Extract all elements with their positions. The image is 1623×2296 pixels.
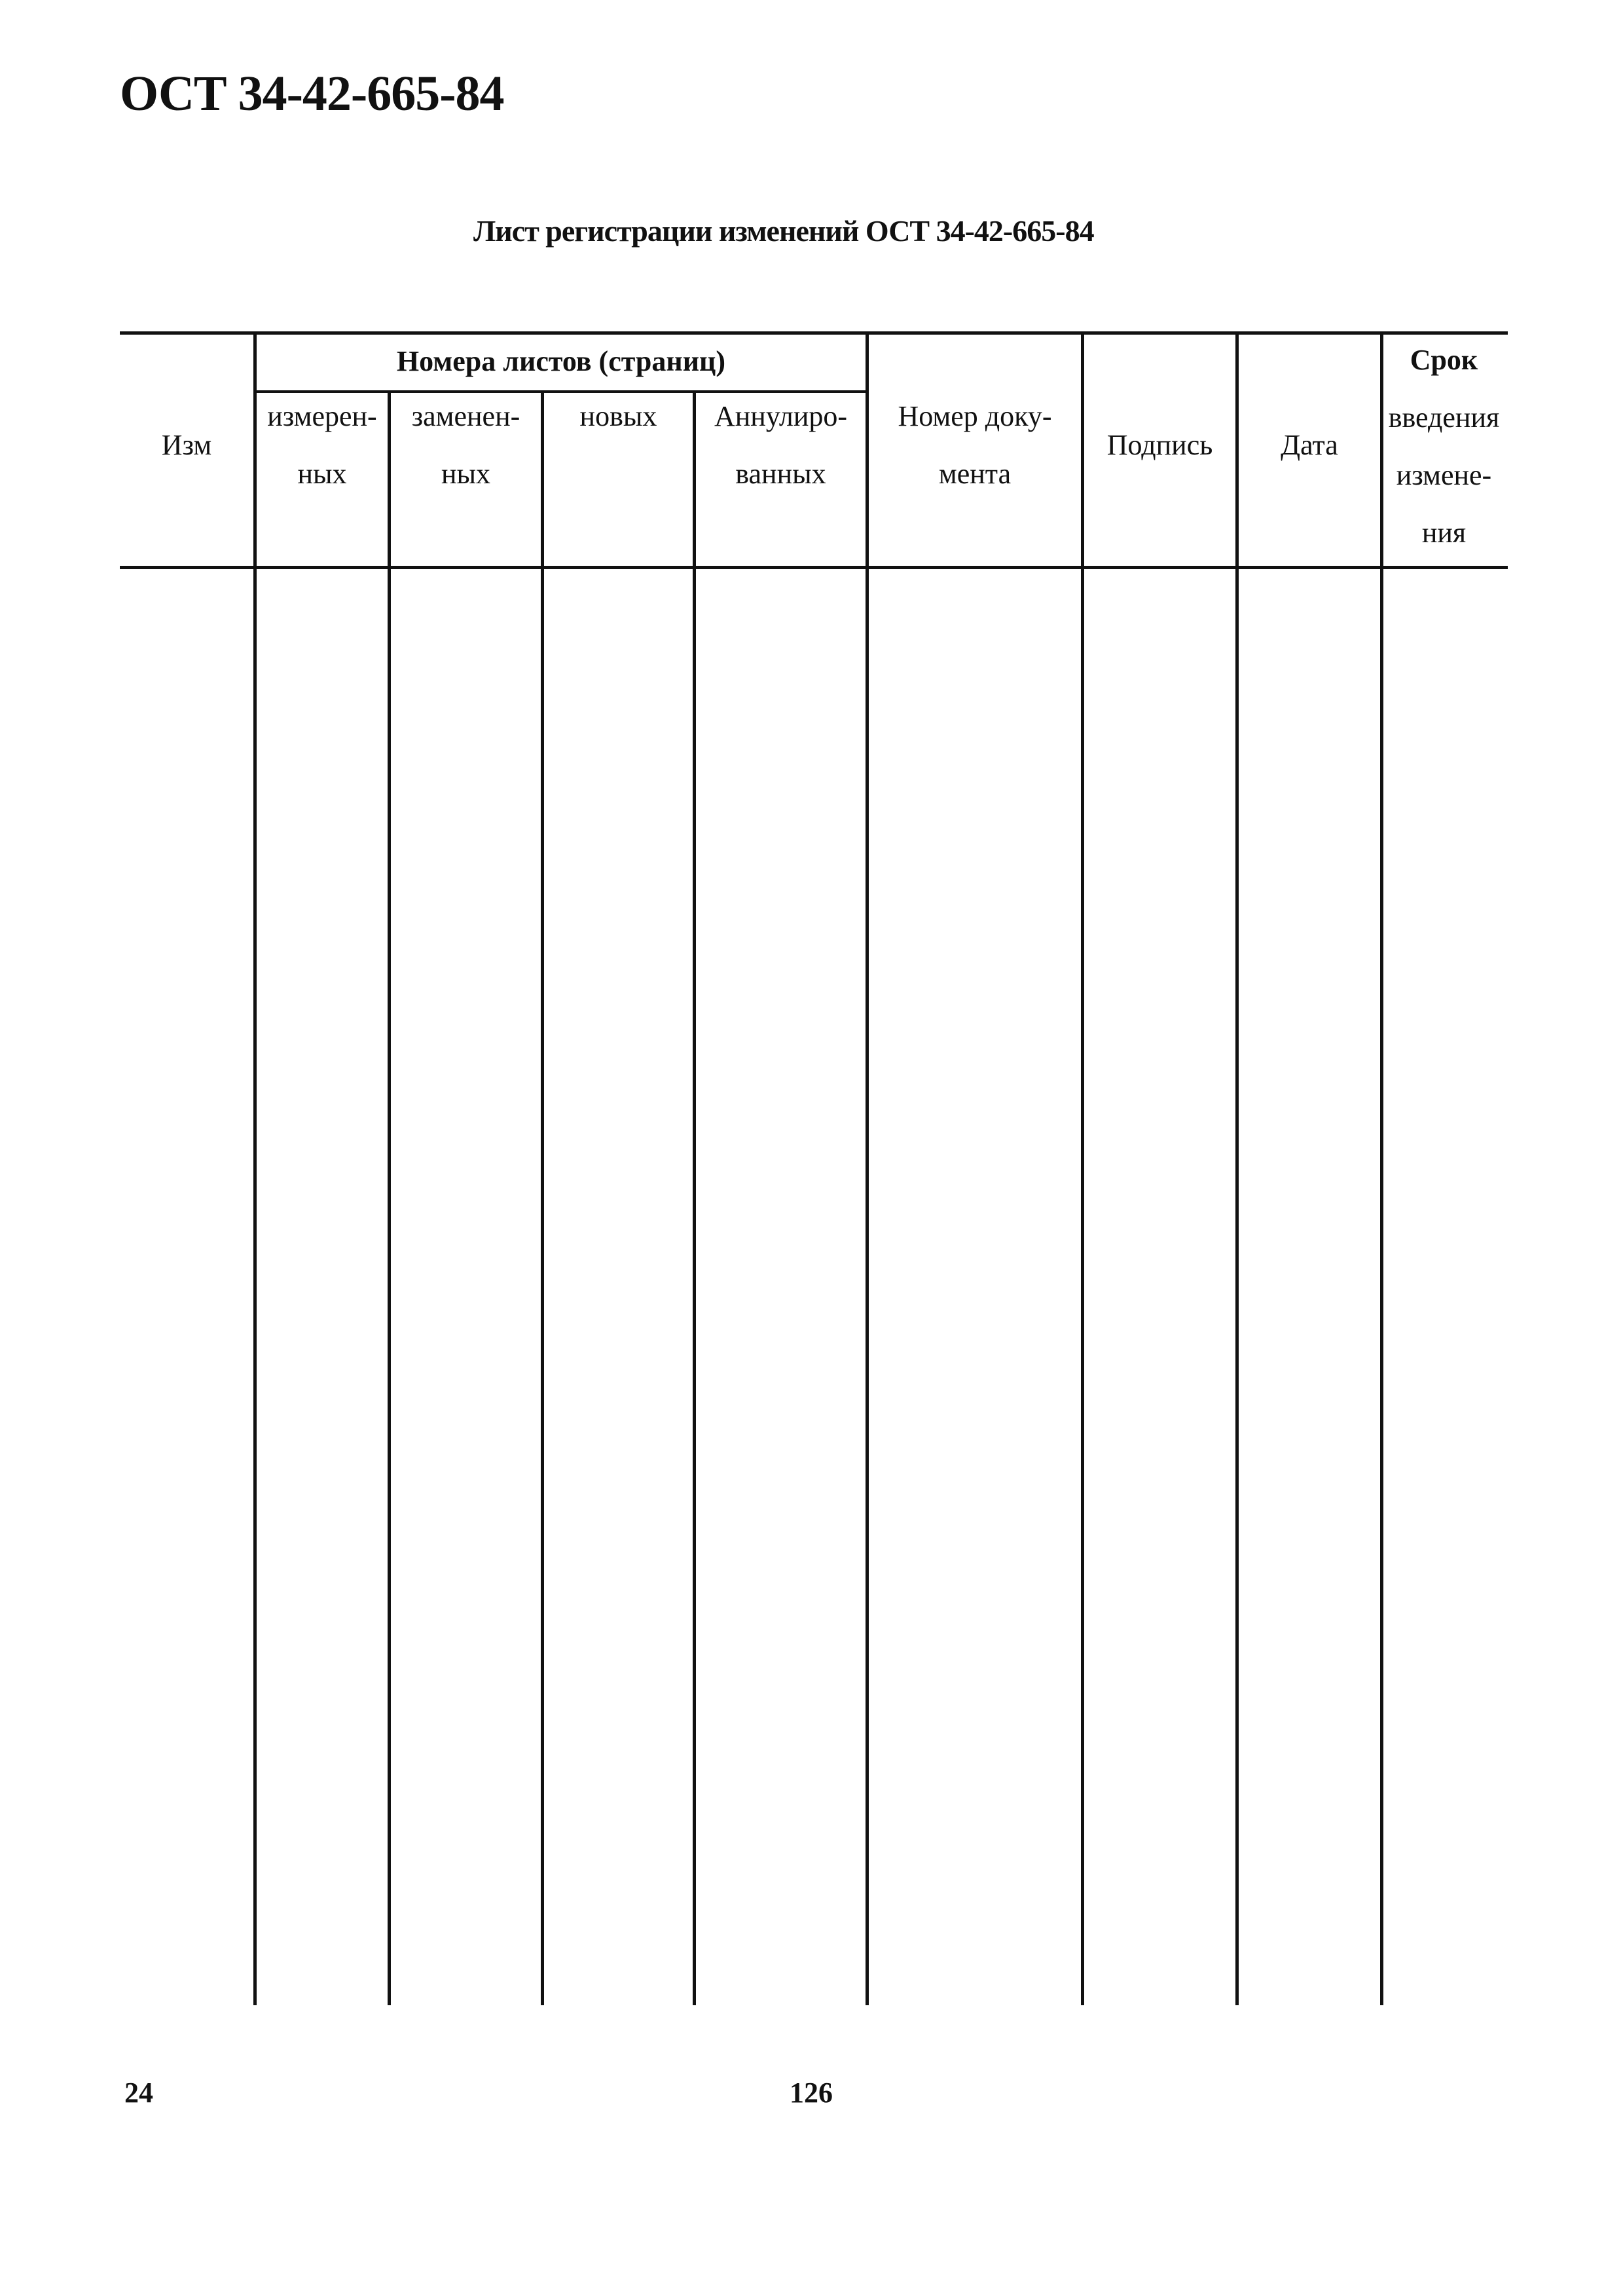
column-divider bbox=[1081, 333, 1084, 2005]
col-data-header: Дата bbox=[1281, 429, 1338, 461]
document-code: ОСТ 34-42-665-84 bbox=[120, 66, 504, 121]
sub-header-zamenennyh-line1: заменен- bbox=[411, 400, 520, 432]
sub-header-novyh: новых bbox=[579, 400, 657, 432]
col-podpis-header: Подпись bbox=[1106, 429, 1213, 461]
sub-header-izmerennyh-line1: измерен- bbox=[267, 400, 377, 432]
sub-header-annulirovannyh-line1: Аннулиро- bbox=[714, 400, 848, 432]
header-bottom-rule bbox=[120, 566, 1508, 569]
column-divider bbox=[866, 333, 869, 2005]
col-srok-line1: Срок bbox=[1410, 344, 1478, 376]
footer-left-number: 24 bbox=[124, 2077, 153, 2109]
sub-header-izmerennyh-line2: ных bbox=[297, 458, 347, 490]
column-divider bbox=[253, 333, 257, 2005]
col-nomer-dokumenta-line2: мента bbox=[938, 458, 1012, 490]
col-izm-header: Изм bbox=[161, 429, 212, 461]
group-header-sheet-numbers: Номера листов (страниц) bbox=[396, 345, 726, 377]
col-srok-line3: измене- bbox=[1396, 459, 1492, 491]
sheet-title: Лист регистрации изменений ОСТ 34-42-665-84 bbox=[473, 214, 1094, 248]
column-divider bbox=[541, 392, 544, 2005]
column-divider bbox=[693, 392, 696, 2005]
column-divider bbox=[1235, 333, 1239, 2005]
col-srok-line4: ния bbox=[1421, 517, 1467, 549]
sub-header-annulirovannyh-line2: ванных bbox=[735, 458, 826, 490]
column-divider bbox=[1380, 333, 1383, 2005]
column-divider bbox=[388, 392, 391, 2005]
col-nomer-dokumenta-line1: Номер доку- bbox=[898, 400, 1052, 432]
page-number: 126 bbox=[790, 2077, 833, 2109]
col-srok-line2: введения bbox=[1388, 401, 1500, 434]
sub-header-zamenennyh-line2: ных bbox=[441, 458, 491, 490]
